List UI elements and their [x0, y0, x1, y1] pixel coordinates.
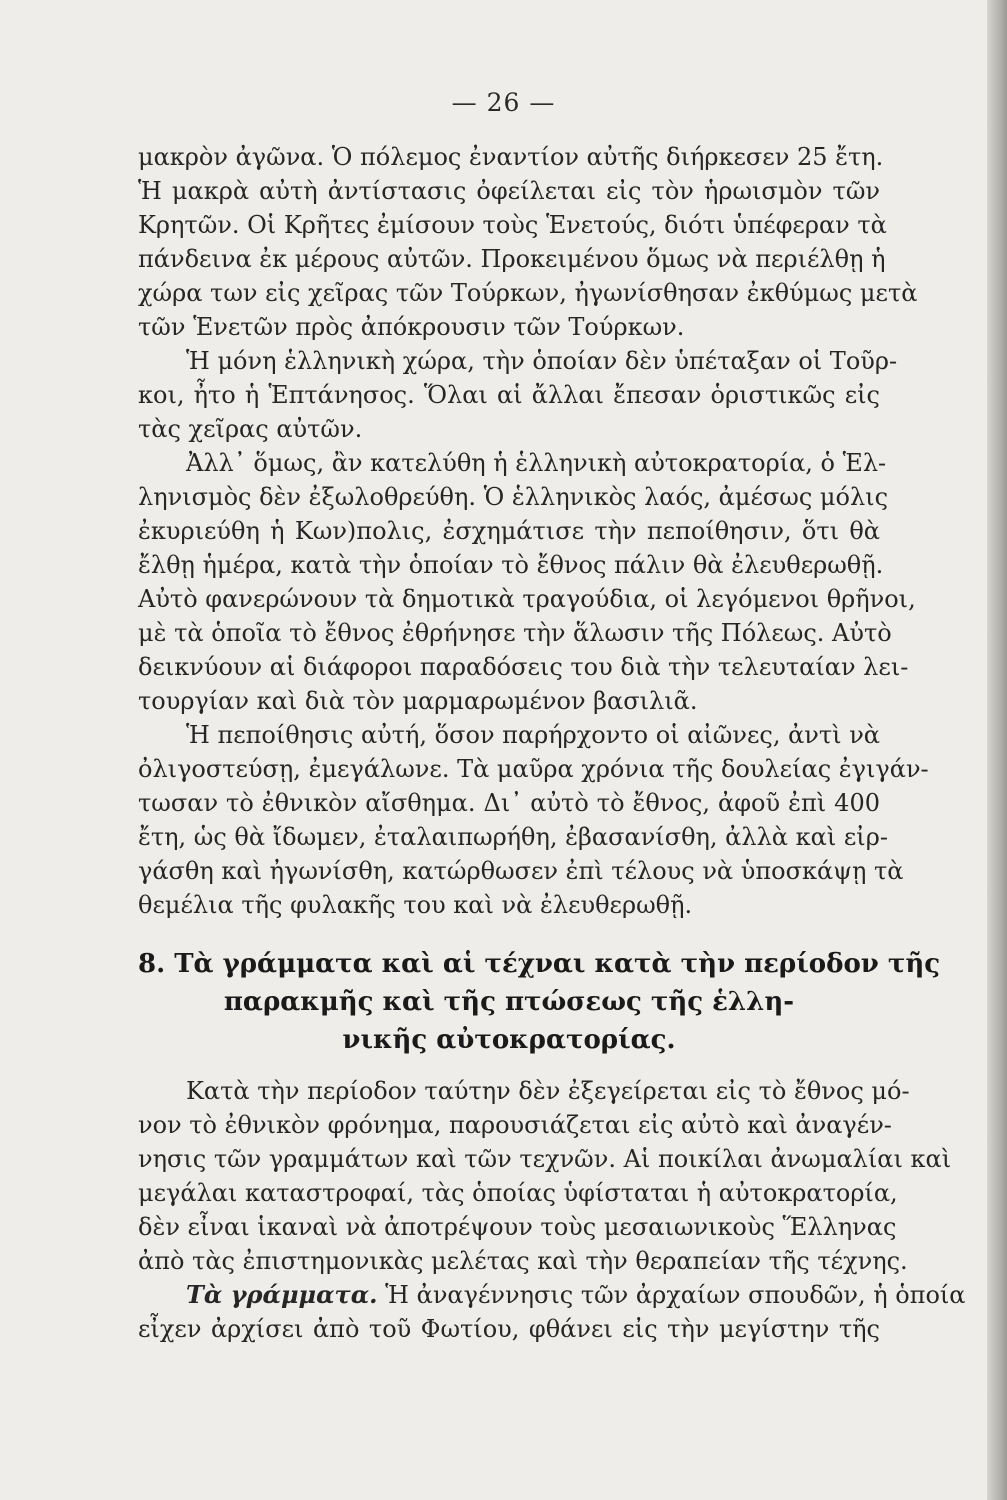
subsection-line	[138, 1278, 966, 1312]
text-line: Κατὰ τὴν περίοδον ταύτην δὲν ἐξεγείρεται εἰς τὸ ἔθνος μό-	[186, 1077, 910, 1105]
page-edge	[987, 0, 1007, 1500]
text-line: μακρὸν ἀγῶνα. Ὁ πόλεμος ἐναντίον αὐτῆς διήρκεσεν 25 ἔτη.	[138, 143, 884, 171]
text-line: ἀπὸ τὰς ἐπιστημονικὰς μελέτας καὶ τὴν θεραπείαν τῆς τέχνης.	[138, 1247, 908, 1275]
text-line: ληνισμὸς δὲν ἐξωλοθρεύθη. Ὁ ἑλληνικὸς λαός, ἀμέσως μόλις	[138, 483, 889, 511]
page-number: — 26 —	[451, 88, 556, 117]
text-line: ἔλθῃ ἡμέρα, κατὰ τὴν ὁποίαν τὸ ἔθνος πάλιν θὰ ἐλευθερωθῇ.	[138, 551, 884, 579]
text-line: ἐκυριεύθη ἡ Κων)πολις, ἐσχημάτισε τὴν πεποίθησιν, ὅτι θὰ	[138, 517, 880, 545]
text-line: Ἡ πεποίθησις αὐτή, ὅσον παρήρχοντο οἱ αἰῶνες, ἀντὶ νὰ	[186, 721, 881, 749]
text-line: τῶν Ἑνετῶν πρὸς ἀπόκρουσιν τῶν Τούρκων.	[138, 313, 685, 341]
text-line: κοι, ἦτο ἡ Ἑπτάνησος. Ὅλαι αἱ ἄλλαι ἔπεσαν ὁριστικῶς εἰς	[138, 381, 880, 409]
text-line: χώρα των εἰς χεῖρας τῶν Τούρκων, ἠγωνίσθησαν ἐκθύμως μετὰ	[138, 279, 918, 307]
text-line: Αὐτὸ φανερώνουν τὰ δημοτικὰ τραγούδια, οἱ λεγόμενοι θρῆνοι,	[138, 585, 916, 613]
text-line: Κρητῶν. Οἱ Κρῆτες ἐμίσουν τοὺς Ἑνετούς, διότι ὑπέφεραν τὰ	[138, 211, 887, 239]
text-line: δὲν εἶναι ἱκαναὶ νὰ ἀποτρέψουν τοὺς μεσαιωνικοὺς Ἕλληνας	[138, 1213, 897, 1241]
text-line: πάνδεινα ἐκ μέρους αὐτῶν. Προκειμένου ὅμως νὰ περιέλθῃ ἡ	[138, 245, 886, 273]
heading-line: νικῆς αὐτοκρατορίας.	[342, 1025, 676, 1055]
text-line: Ἡ μακρὰ αὐτὴ ἀντίστασις ὀφείλεται εἰς τὸν ἡρωισμὸν τῶν	[138, 177, 880, 205]
text-line: μεγάλαι καταστροφαί, τὰς ὁποίας ὑφίσταται ἡ αὐτοκρατορία,	[138, 1179, 898, 1207]
body-text-top	[138, 140, 929, 922]
text-line: τὰς χεῖρας αὐτῶν.	[138, 415, 363, 443]
text-line: Ἀλλ᾽ ὅμως, ἂν κατελύθη ἡ ἑλληνικὴ αὐτοκρατορία, ὁ Ἑλ-	[186, 449, 887, 477]
text-line: δεικνύουν αἱ διάφοροι παραδόσεις του διὰ τὴν τελευταίαν λει-	[138, 653, 909, 681]
text-line: τωσαν τὸ ἐθνικὸν αἴσθημα. Δι᾽ αὐτὸ τὸ ἔθνος, ἀφοῦ ἐπὶ 400	[138, 789, 880, 817]
text-line: μὲ τὰ ὁποῖα τὸ ἔθνος ἐθρήνησε τὴν ἅλωσιν τῆς Πόλεως. Αὐτὸ	[138, 619, 892, 647]
text-line: εἶχεν ἀρχίσει ἀπὸ τοῦ Φωτίου, φθάνει εἰς τὴν μεγίστην τῆς	[138, 1315, 880, 1343]
text-line: γάσθη καὶ ἠγωνίσθη, κατώρθωσεν ἐπὶ τέλους νὰ ὑποσκάψῃ τὰ	[138, 857, 904, 885]
subsection-text: Ἡ ἀναγέννησις τῶν ἀρχαίων σπουδῶν, ἡ ὁποία	[385, 1281, 966, 1309]
subsection-label: Τὰ γράμματα.	[186, 1280, 378, 1309]
text-line: Ἡ μόνη ἑλληνικὴ χώρα, τὴν ὁποίαν δὲν ὑπέταξαν οἱ Τοῦρ-	[186, 347, 898, 375]
body-text-bottom	[138, 1074, 966, 1346]
text-line: νον τὸ ἐθνικὸν φρόνημα, παρουσιάζεται εἰς αὐτὸ καὶ ἀναγέν-	[138, 1111, 892, 1139]
heading-line: παρακμῆς καὶ τῆς πτώσεως τῆς ἑλλη-	[223, 987, 795, 1017]
text-line: νησις τῶν γραμμάτων καὶ τῶν τεχνῶν. Αἱ ποικίλαι ἀνωμαλίαι καὶ	[138, 1145, 952, 1173]
text-line: ἔτη, ὡς θὰ ἴδωμεν, ἐταλαιπωρήθη, ἐβασανίσθη, ἀλλὰ καὶ εἰρ-	[138, 823, 888, 851]
heading-line: 8. Τὰ γράμματα καὶ αἱ τέχναι κατὰ τὴν περίοδον τῆς	[138, 949, 941, 979]
text-line: τουργίαν καὶ διὰ τὸν μαρμαρωμένον βασιλιᾶ.	[138, 687, 698, 715]
text-line: ὀλιγοστεύσῃ, ἐμεγάλωνε. Τὰ μαῦρα χρόνια τῆς δουλείας ἐγιγάν-	[138, 755, 929, 783]
text-line: θεμέλια τῆς φυλακῆς του καὶ νὰ ἐλευθερωθῇ.	[138, 891, 693, 919]
section-heading	[138, 945, 941, 1059]
